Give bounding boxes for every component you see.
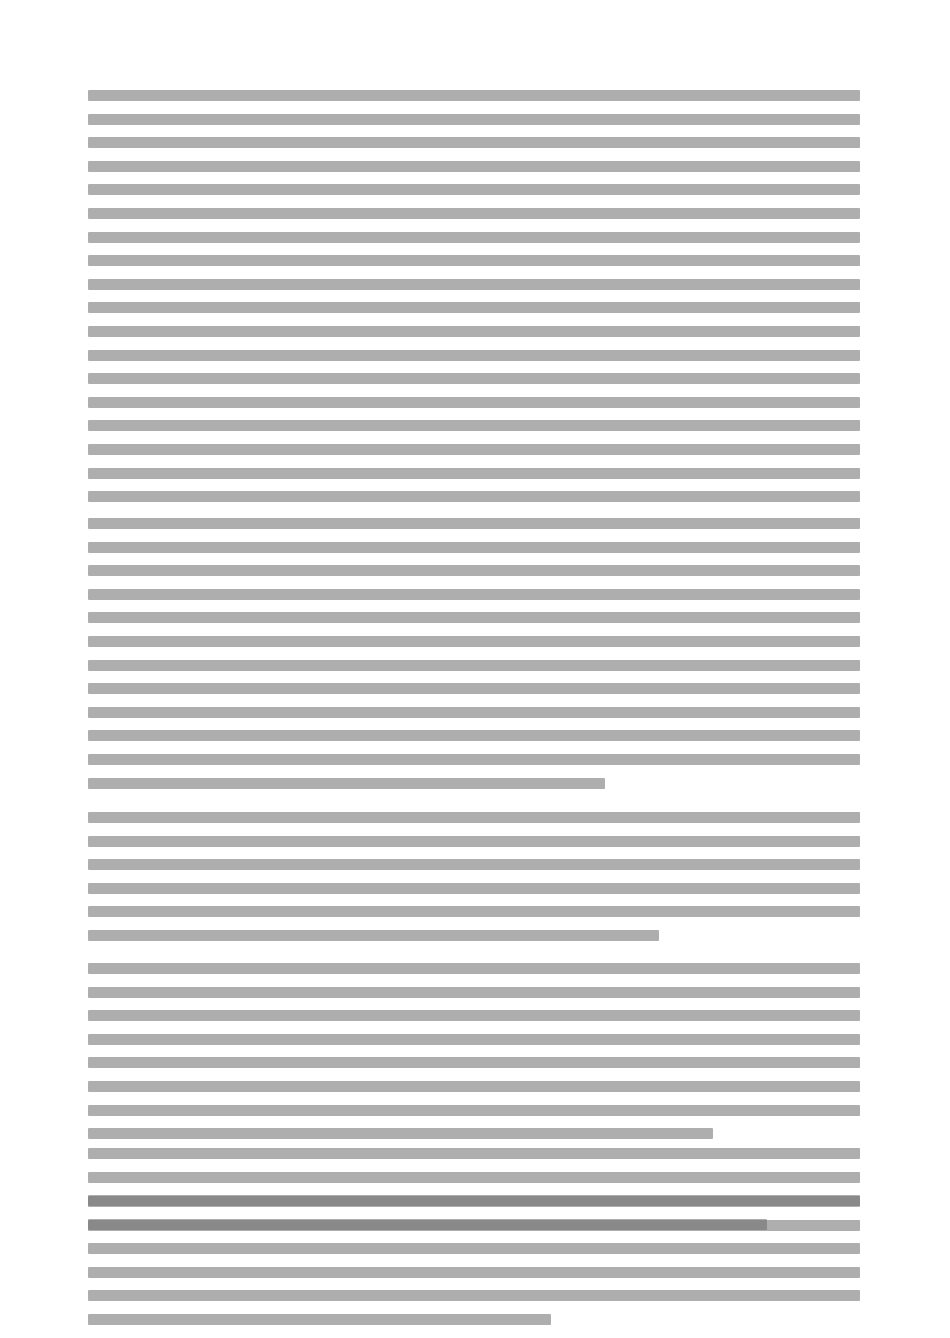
text-line-placeholder — [88, 397, 860, 408]
text-line-placeholder — [88, 161, 860, 172]
paragraph — [88, 90, 860, 515]
text-line-placeholder — [88, 963, 860, 974]
text-line-placeholder — [88, 859, 860, 870]
text-line-placeholder — [88, 1081, 860, 1092]
text-line-placeholder — [88, 1220, 860, 1231]
text-line-placeholder — [88, 1148, 860, 1159]
text-line-placeholder — [88, 1034, 860, 1045]
text-line-placeholder — [88, 114, 860, 125]
text-line-placeholder — [88, 1128, 713, 1139]
text-line-placeholder — [88, 987, 860, 998]
text-line-placeholder — [88, 836, 860, 847]
text-line-placeholder — [88, 612, 860, 623]
text-line-placeholder — [88, 491, 860, 502]
text-line-placeholder — [88, 350, 860, 361]
text-line-placeholder — [88, 373, 860, 384]
text-line-placeholder — [88, 90, 860, 101]
text-line-placeholder — [88, 1314, 551, 1325]
text-line-placeholder — [88, 883, 860, 894]
text-line-placeholder — [88, 1243, 860, 1254]
paragraph — [88, 1196, 860, 1338]
text-line-placeholder — [88, 326, 860, 337]
text-line-placeholder — [88, 1105, 860, 1116]
text-line-placeholder — [88, 1196, 860, 1207]
text-line-placeholder — [88, 232, 860, 243]
text-line-placeholder — [88, 683, 860, 694]
text-line-placeholder — [88, 302, 860, 313]
text-line-placeholder — [88, 468, 860, 479]
text-line-placeholder — [88, 1290, 860, 1301]
text-line-placeholder — [88, 184, 860, 195]
text-line-placeholder — [88, 812, 860, 823]
text-line-placeholder — [88, 660, 860, 671]
text-line-placeholder — [88, 444, 860, 455]
text-line-placeholder — [88, 137, 860, 148]
paragraph — [88, 518, 860, 801]
text-line-placeholder — [88, 930, 659, 941]
text-line-placeholder — [88, 589, 860, 600]
paragraph — [88, 963, 860, 1152]
text-line-placeholder — [88, 542, 860, 553]
text-line-placeholder — [88, 906, 860, 917]
text-line-placeholder — [88, 778, 605, 789]
text-line-placeholder — [88, 730, 860, 741]
paragraph — [88, 812, 860, 954]
text-line-placeholder — [88, 636, 860, 647]
text-line-placeholder — [88, 518, 860, 529]
text-line-placeholder — [88, 1057, 860, 1068]
text-line-placeholder — [88, 1010, 860, 1021]
text-line-placeholder — [88, 754, 860, 765]
text-line-placeholder — [88, 565, 860, 576]
text-line-placeholder — [88, 208, 860, 219]
text-line-placeholder — [88, 707, 860, 718]
text-line-placeholder — [88, 1267, 860, 1278]
text-line-placeholder — [88, 1172, 860, 1183]
text-line-placeholder — [88, 255, 860, 266]
text-line-placeholder — [88, 279, 860, 290]
text-line-placeholder — [88, 420, 860, 431]
